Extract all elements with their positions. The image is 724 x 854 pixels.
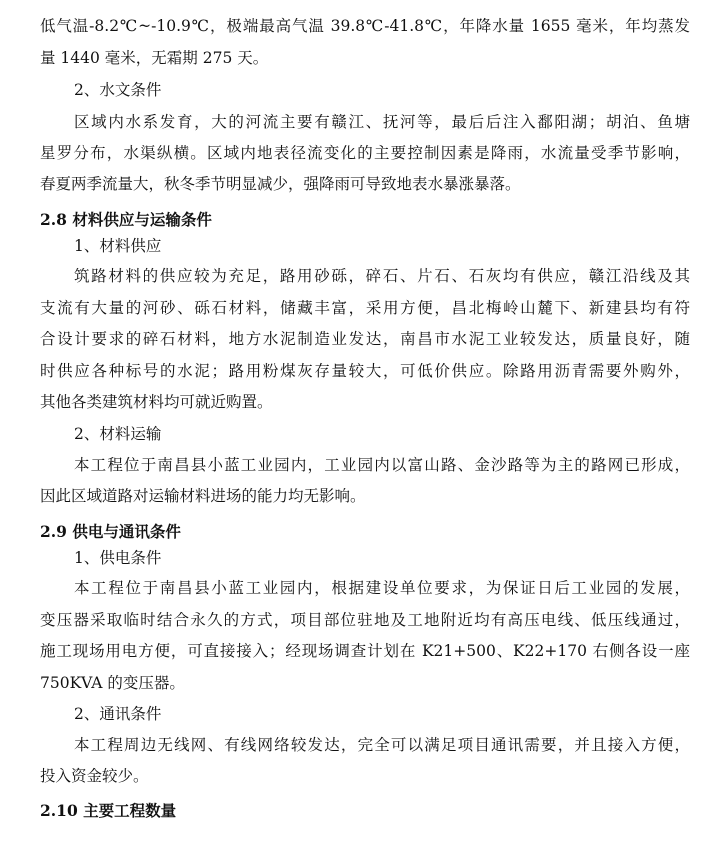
paragraph-line: 750KVA 的变压器。 bbox=[40, 674, 185, 692]
section-heading: 2.8 材料供应与运输条件 bbox=[40, 210, 212, 229]
paragraph-line: 其他各类建筑材料均可就近购置。 bbox=[40, 393, 273, 411]
paragraph-line: 变压器采取临时结合永久的方式，项目部位驻地及工地附近均有高压电线、低压线通过， bbox=[40, 611, 690, 629]
subsection-title: 1、供电条件 bbox=[74, 549, 162, 567]
section-heading: 2.9 供电与通讯条件 bbox=[40, 522, 181, 541]
paragraph-line: 本工程位于南昌县小蓝工业园内，工业园内以富山路、金沙路等为主的路网已形成， bbox=[74, 456, 690, 474]
paragraph-line: 本工程周边无线网、有线网络较发达，完全可以满足项目通讯需要，并且接入方便， bbox=[74, 736, 690, 754]
section-heading: 2.10 主要工程数量 bbox=[40, 801, 177, 820]
paragraph-line: 筑路材料的供应较为充足，路用砂砾，碎石、片石、石灰均有供应，赣江沿线及其 bbox=[74, 267, 690, 285]
subsection-title: 2、通讯条件 bbox=[74, 705, 162, 723]
paragraph-line: 春夏两季流量大，秋冬季节明显减少，强降雨可导致地表水暴涨暴落。 bbox=[40, 175, 521, 193]
paragraph-line: 区域内水系发育，大的河流主要有赣江、抚河等，最后后注入鄱阳湖；胡泊、鱼塘 bbox=[74, 113, 690, 131]
paragraph-line: 合设计要求的碎石材料，地方水泥制造业发达，南昌市水泥工业较发达，质量良好，随 bbox=[40, 330, 690, 348]
subsection-title: 2、水文条件 bbox=[74, 81, 162, 99]
paragraph-line: 投入资金较少。 bbox=[40, 767, 149, 785]
paragraph-line: 量 1440 毫米，无霜期 275 天。 bbox=[40, 49, 269, 67]
paragraph-line: 时供应各种标号的水泥；路用粉煤灰存量较大，可低价供应。除路用沥青需要外购外， bbox=[40, 362, 690, 380]
paragraph-line: 因此区域道路对运输材料进场的能力均无影响。 bbox=[40, 487, 366, 505]
paragraph-line: 支流有大量的河砂、砾石材料，储藏丰富，采用方便，昌北梅岭山麓下、新建县均有符 bbox=[40, 299, 690, 317]
subsection-title: 2、材料运输 bbox=[74, 425, 162, 443]
paragraph-line: 星罗分布，水渠纵横。区域内地表径流变化的主要控制因素是降雨，水流量受季节影响， bbox=[40, 144, 690, 162]
paragraph-line: 低气温-8.2℃~-10.9℃，极端最高气温 39.8℃-41.8℃，年降水量 1655 毫米，年均蒸发 bbox=[40, 17, 690, 35]
paragraph-line: 本工程位于南昌县小蓝工业园内，根据建设单位要求，为保证日后工业园的发展， bbox=[74, 579, 690, 597]
paragraph-line: 施工现场用电方便，可直接接入；经现场调查计划在 K21+500、K22+170 右侧各设一座 bbox=[40, 642, 690, 660]
subsection-title: 1、材料供应 bbox=[74, 237, 162, 255]
